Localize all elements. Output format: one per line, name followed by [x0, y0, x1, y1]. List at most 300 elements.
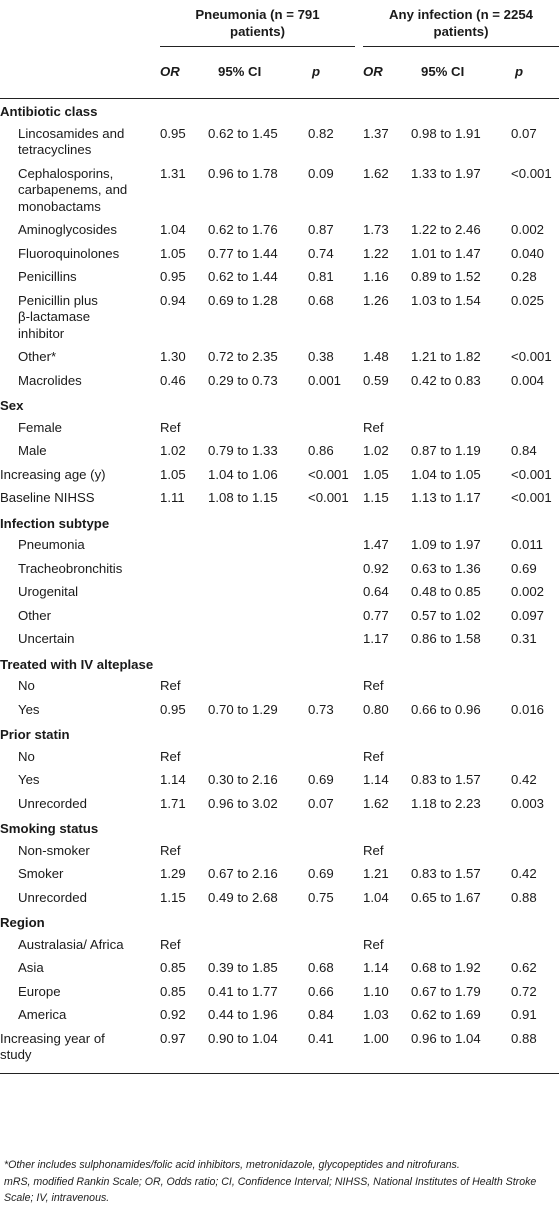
row-label-line: Unrecorded	[18, 889, 87, 905]
any-infection-or-cell: 1.62	[363, 165, 389, 181]
any-infection-ci-cell: 0.89 to 1.52	[411, 269, 481, 284]
row-label	[0, 772, 160, 796]
row-label	[0, 561, 160, 585]
table-row	[0, 890, 559, 914]
pneumonia-p-cell	[304, 584, 363, 608]
table-row	[0, 537, 559, 561]
row-label	[0, 443, 160, 467]
row-label	[0, 1007, 160, 1031]
pneumonia-p-cell	[304, 608, 363, 632]
pneumonia-ci-cell	[204, 420, 304, 444]
pneumonia-p-cell: 0.69	[308, 772, 334, 787]
row-label-line: Male	[18, 443, 47, 458]
any-infection-ci-cell: 0.67 to 1.79	[411, 983, 481, 999]
header-column-row	[0, 64, 559, 99]
any-infection-ci-cell: 1.21 to 1.82	[411, 349, 481, 364]
any-infection-p-cell: 0.004	[511, 372, 545, 388]
row-label	[0, 866, 160, 890]
any-infection-or-cell: 1.17	[363, 631, 389, 646]
pneumonia-ci-cell: 1.08 to 1.15	[208, 490, 278, 505]
any-infection-or-cell: 1.62	[363, 795, 389, 811]
any-infection-p-cell: <0.001	[511, 466, 552, 482]
any-infection-ci-cell	[407, 749, 507, 773]
any-infection-or-cell: 1.21	[363, 866, 389, 881]
any-infection-p-header: p	[507, 64, 559, 99]
any-infection-or-cell: 0.59	[363, 372, 389, 388]
any-infection-p-cell	[507, 937, 559, 961]
any-infection-ci-cell: 0.57 to 1.02	[411, 607, 481, 623]
pneumonia-p-cell: 0.38	[308, 349, 334, 364]
pneumonia-or-cell: 0.85	[160, 983, 186, 999]
pneumonia-p-cell: 0.86	[308, 443, 334, 458]
footnote-abbreviations: mRS, modified Rankin Scale; OR, Odds ratio; CI, Confidence Interval; NIHSS, National Institutes of Health Stroke Scale; IV, intravenous.	[4, 1175, 537, 1204]
row-label-line: Penicillin plus	[18, 292, 98, 308]
any-infection-p-cell: 0.88	[511, 889, 537, 905]
pneumonia-p-cell	[304, 537, 363, 561]
any-infection-or-cell: 1.37	[363, 125, 389, 141]
pneumonia-or-cell	[160, 537, 204, 561]
any-infection-ci-cell: 0.83 to 1.57	[411, 866, 481, 881]
any-infection-or-cell: 0.64	[363, 584, 389, 599]
any-infection-or-cell: 1.47	[363, 537, 389, 552]
pneumonia-p-cell: 0.74	[308, 245, 334, 261]
any-infection-p-cell: 0.025	[511, 292, 545, 308]
row-label	[0, 467, 160, 491]
pneumonia-or-cell: 0.46	[160, 372, 186, 388]
any-infection-or-cell: 1.22	[363, 245, 389, 261]
any-infection-ci-cell	[407, 937, 507, 961]
table-row	[0, 490, 559, 514]
table-row	[0, 293, 559, 350]
pneumonia-ci-cell	[204, 678, 304, 702]
any-infection-or-cell: 1.14	[363, 772, 389, 787]
any-infection-ci-cell: 1.13 to 1.17	[411, 490, 481, 505]
any-infection-or-cell: Ref	[363, 748, 384, 764]
pneumonia-p-cell	[304, 678, 363, 702]
any-infection-p-cell	[507, 678, 559, 702]
pneumonia-p-cell: 0.84	[308, 1007, 334, 1022]
pneumonia-ci-cell: 0.41 to 1.77	[208, 983, 278, 999]
pneumonia-or-cell: 1.04	[160, 222, 186, 237]
pneumonia-p-cell: 0.87	[308, 222, 334, 237]
row-label-line: America	[18, 1007, 67, 1022]
any-infection-p-cell: 0.002	[511, 222, 545, 237]
pneumonia-ci-cell: 0.72 to 2.35	[208, 349, 278, 364]
any-infection-or-cell: Ref	[363, 842, 384, 858]
pneumonia-p-cell	[304, 420, 363, 444]
pneumonia-ci-cell: 0.62 to 1.76	[208, 222, 278, 237]
pneumonia-p-cell: 0.82	[308, 125, 334, 141]
row-label-line: Smoker	[18, 866, 64, 881]
row-label-line: monobactams	[18, 198, 101, 214]
table-row	[0, 772, 559, 796]
row-label-line: Urogenital	[18, 584, 79, 599]
any-infection-p-cell: 0.42	[511, 866, 537, 881]
table-row	[0, 166, 559, 223]
any-infection-or-cell: 0.80	[363, 701, 389, 717]
row-label	[0, 349, 160, 373]
row-label	[0, 269, 160, 293]
any-infection-or-cell: 1.02	[363, 443, 389, 458]
pneumonia-ci-cell: 0.62 to 1.45	[208, 125, 278, 141]
any-infection-or-cell: 1.73	[363, 222, 389, 237]
row-label-line: Tracheobronchitis	[18, 560, 123, 576]
pneumonia-ci-cell: 0.49 to 2.68	[208, 889, 278, 905]
row-label-line: Uncertain	[18, 631, 75, 646]
row-label	[0, 222, 160, 246]
row-label-line: Other	[18, 607, 51, 623]
pneumonia-or-cell: 0.92	[160, 1007, 186, 1022]
pneumonia-ci-cell	[204, 537, 304, 561]
section-row	[0, 102, 559, 126]
pneumonia-ci-header: 95% CI	[204, 64, 304, 99]
row-label	[0, 490, 160, 514]
table-row	[0, 420, 559, 444]
section-label: Antibiotic class	[0, 104, 98, 119]
row-label-line: Increasing age (y)	[0, 466, 106, 482]
row-label	[0, 631, 160, 655]
any-infection-or-cell: 1.05	[363, 466, 389, 482]
pneumonia-p-header: p	[304, 64, 363, 99]
pneumonia-or-cell: 0.95	[160, 125, 186, 141]
any-infection-ci-cell: 0.48 to 0.85	[411, 584, 481, 599]
pneumonia-p-cell: 0.09	[308, 165, 334, 181]
any-infection-or-cell: 1.03	[363, 1007, 389, 1022]
row-label	[0, 126, 160, 166]
any-infection-p-cell	[507, 843, 559, 867]
any-infection-ci-cell: 1.18 to 2.23	[411, 795, 481, 811]
any-infection-p-cell: 0.42	[511, 772, 537, 787]
table-row	[0, 373, 559, 397]
pneumonia-or-cell	[160, 561, 204, 585]
row-label	[0, 246, 160, 270]
row-label	[0, 749, 160, 773]
any-infection-or-cell: 1.48	[363, 349, 389, 364]
pneumonia-or-cell: Ref	[160, 936, 181, 952]
pneumonia-or-cell: 1.30	[160, 349, 186, 364]
row-label	[0, 373, 160, 397]
any-infection-p-cell: 0.91	[511, 1007, 537, 1022]
pneumonia-p-cell: <0.001	[308, 490, 349, 505]
any-infection-p-cell: 0.88	[511, 1030, 537, 1046]
pneumonia-ci-cell	[204, 843, 304, 867]
pneumonia-ci-cell: 0.96 to 3.02	[208, 795, 278, 811]
pneumonia-ci-cell: 0.96 to 1.78	[208, 165, 278, 181]
any-infection-or-cell: 1.04	[363, 889, 389, 905]
pneumonia-p-cell: 0.001	[308, 372, 342, 388]
row-label	[0, 420, 160, 444]
any-infection-p-cell: <0.001	[511, 349, 552, 364]
header-group-row	[0, 6, 559, 64]
row-label-line: Pneumonia	[18, 537, 85, 552]
pneumonia-or-cell: 0.97	[160, 1030, 186, 1046]
pneumonia-or-cell: Ref	[160, 678, 181, 693]
any-infection-ci-cell	[407, 843, 507, 867]
any-infection-or-cell: 0.92	[363, 560, 389, 576]
section-row	[0, 819, 559, 843]
any-infection-ci-cell: 0.96 to 1.04	[411, 1030, 481, 1046]
any-infection-ci-cell: 1.03 to 1.54	[411, 292, 481, 308]
pneumonia-p-cell	[304, 843, 363, 867]
row-label-line: Yes	[18, 701, 40, 717]
pneumonia-or-cell: 0.85	[160, 960, 186, 975]
pneumonia-or-cell: Ref	[160, 748, 181, 764]
pneumonia-or-cell: 1.15	[160, 889, 186, 905]
pneumonia-p-cell: 0.73	[308, 701, 334, 717]
row-label	[0, 537, 160, 561]
table-row	[0, 584, 559, 608]
section-row	[0, 913, 559, 937]
any-infection-p-cell: 0.040	[511, 245, 545, 261]
pneumonia-ci-cell	[204, 561, 304, 585]
table-row	[0, 749, 559, 773]
pneumonia-ci-cell	[204, 584, 304, 608]
row-label-line: Baseline NIHSS	[0, 490, 95, 505]
row-label-line: Australasia/ Africa	[18, 936, 124, 952]
row-label-line: Penicillins	[18, 269, 77, 284]
any-infection-p-cell: 0.07	[511, 125, 537, 141]
row-label-line: Yes	[18, 772, 40, 787]
any-infection-ci-cell: 1.22 to 2.46	[411, 222, 481, 237]
row-label	[0, 678, 160, 702]
table-row	[0, 866, 559, 890]
row-label-line: β-lactamase	[18, 309, 91, 324]
pneumonia-or-cell: 0.95	[160, 269, 186, 284]
table-row	[0, 843, 559, 867]
pneumonia-ci-cell: 0.69 to 1.28	[208, 292, 278, 308]
any-infection-or-cell: 1.14	[363, 960, 389, 975]
row-label-line: No	[18, 748, 35, 764]
pneumonia-or-cell: 1.05	[160, 245, 186, 261]
pneumonia-p-cell: 0.68	[308, 292, 334, 308]
pneumonia-ci-cell: 0.62 to 1.44	[208, 269, 278, 284]
pneumonia-or-cell: 1.14	[160, 772, 186, 787]
pneumonia-header-line1: Pneumonia (n = 791	[195, 7, 320, 22]
pneumonia-p-cell: <0.001	[308, 466, 349, 482]
table-row	[0, 608, 559, 632]
pneumonia-or-cell: 1.05	[160, 466, 186, 482]
any-infection-p-cell: 0.31	[511, 631, 537, 646]
any-infection-ci-cell: 0.68 to 1.92	[411, 960, 481, 975]
row-label	[0, 293, 160, 350]
pneumonia-or-cell: 0.95	[160, 701, 186, 717]
section-label: Region	[0, 915, 45, 930]
pneumonia-p-cell: 0.07	[308, 795, 334, 811]
any-infection-p-cell: 0.28	[511, 269, 537, 284]
any-infection-p-cell: 0.62	[511, 960, 537, 975]
pneumonia-ci-cell: 1.04 to 1.06	[208, 466, 278, 482]
row-label	[0, 843, 160, 867]
any-infection-p-cell: 0.011	[511, 537, 544, 552]
any-infection-ci-header: 95% CI	[407, 64, 507, 99]
section-label: Smoking status	[0, 821, 99, 836]
section-label: Infection subtype	[0, 515, 110, 531]
row-label-line: Aminoglycosides	[18, 222, 117, 237]
row-label-line: Cephalosporins,	[18, 165, 114, 181]
table-row	[0, 246, 559, 270]
row-label	[0, 702, 160, 726]
pneumonia-or-cell	[160, 608, 204, 632]
table-row	[0, 443, 559, 467]
any-infection-or-cell: Ref	[363, 936, 384, 952]
pneumonia-ci-cell	[204, 631, 304, 655]
row-label-line: Non-smoker	[18, 842, 90, 858]
pneumonia-p-cell	[304, 561, 363, 585]
section-label: Prior statin	[0, 727, 70, 742]
row-label	[0, 984, 160, 1008]
pneumonia-or-cell: 1.02	[160, 443, 186, 458]
pneumonia-ci-cell	[204, 937, 304, 961]
table-row	[0, 631, 559, 655]
pneumonia-p-cell: 0.68	[308, 960, 334, 975]
any-infection-or-cell: Ref	[363, 419, 384, 435]
any-infection-ci-cell: 0.66 to 0.96	[411, 701, 481, 717]
pneumonia-ci-cell	[204, 749, 304, 773]
pneumonia-ci-cell: 0.29 to 0.73	[208, 372, 278, 388]
row-label-line: No	[18, 678, 35, 693]
pneumonia-or-cell: 1.29	[160, 866, 186, 881]
any-infection-ci-cell: 0.62 to 1.69	[411, 1007, 481, 1022]
table-row	[0, 1007, 559, 1031]
any-infection-p-cell: 0.69	[511, 560, 537, 576]
pneumonia-or-cell: 0.94	[160, 292, 186, 308]
pneumonia-ci-cell	[204, 608, 304, 632]
row-label-line: Female	[18, 419, 62, 435]
pneumonia-or-cell: Ref	[160, 842, 181, 858]
table-row	[0, 702, 559, 726]
any-infection-ci-cell	[407, 420, 507, 444]
any-infection-ci-cell: 0.87 to 1.19	[411, 443, 481, 458]
row-label-line: Fluoroquinolones	[18, 245, 120, 261]
pneumonia-p-cell: 0.69	[308, 866, 334, 881]
row-label-line: Unrecorded	[18, 795, 87, 811]
row-label-line: Europe	[18, 983, 61, 999]
any-infection-ci-cell: 0.86 to 1.58	[411, 631, 481, 646]
any-infection-ci-cell: 0.83 to 1.57	[411, 772, 481, 787]
row-label	[0, 937, 160, 961]
any-infection-ci-cell: 0.65 to 1.67	[411, 889, 481, 905]
row-label	[0, 960, 160, 984]
any-infection-or-cell: 0.77	[363, 607, 389, 623]
any-infection-p-cell: 0.72	[511, 983, 537, 999]
row-label	[0, 584, 160, 608]
pneumonia-or-cell	[160, 584, 204, 608]
pneumonia-p-cell	[304, 749, 363, 773]
row-label	[0, 796, 160, 820]
table-row	[0, 937, 559, 961]
any-infection-ci-cell: 1.01 to 1.47	[411, 245, 481, 261]
any-infection-or-cell: 1.00	[363, 1030, 389, 1046]
row-label-line: Other*	[18, 349, 57, 364]
pneumonia-ci-cell: 0.44 to 1.96	[208, 1007, 278, 1022]
pneumonia-ci-cell: 0.70 to 1.29	[208, 701, 278, 717]
any-infection-or-cell: 1.15	[363, 490, 389, 505]
pneumonia-or-header: OR	[160, 64, 204, 99]
table-row	[0, 678, 559, 702]
row-label-line: study	[0, 1047, 32, 1062]
pneumonia-ci-cell: 0.39 to 1.85	[208, 960, 278, 975]
pneumonia-or-cell: 1.31	[160, 165, 186, 181]
pneumonia-or-cell: 1.71	[160, 795, 186, 811]
any-infection-p-cell	[507, 749, 559, 773]
pneumonia-or-cell: Ref	[160, 419, 181, 435]
pneumonia-ci-cell: 0.79 to 1.33	[208, 443, 278, 458]
pneumonia-or-cell: 1.11	[160, 490, 185, 505]
row-label-line: tetracyclines	[18, 142, 92, 157]
table-row	[0, 349, 559, 373]
any-infection-p-cell: 0.097	[511, 607, 545, 623]
pneumonia-ci-cell: 0.67 to 2.16	[208, 866, 278, 881]
footnote-other: *Other includes sulphonamides/folic acid inhibitors, metronidazole, glycopeptides and nitrofurans.	[4, 1159, 460, 1171]
section-row	[0, 655, 559, 679]
any-infection-ci-cell: 0.63 to 1.36	[411, 560, 481, 576]
pneumonia-p-cell	[304, 631, 363, 655]
any-infection-ci-cell: 1.04 to 1.05	[411, 466, 481, 482]
table-row	[0, 1031, 559, 1071]
section-row	[0, 396, 559, 420]
row-label	[0, 608, 160, 632]
pneumonia-p-cell: 0.75	[308, 889, 334, 905]
any-infection-or-cell: 1.26	[363, 292, 389, 308]
section-row	[0, 725, 559, 749]
pneumonia-p-cell: 0.81	[308, 269, 334, 284]
any-infection-or-cell: 1.16	[363, 269, 389, 284]
table-row	[0, 984, 559, 1008]
any-infection-p-cell: 0.003	[511, 795, 545, 811]
pneumonia-ci-cell: 0.77 to 1.44	[208, 245, 278, 261]
pneumonia-ci-cell: 0.30 to 2.16	[208, 772, 278, 787]
pneumonia-p-cell: 0.66	[308, 983, 334, 999]
any-infection-or-cell: 1.10	[363, 983, 389, 999]
table-row	[0, 467, 559, 491]
pneumonia-ci-cell: 0.90 to 1.04	[208, 1030, 278, 1046]
any-infection-or-header: OR	[363, 64, 407, 99]
table-row	[0, 796, 559, 820]
any-infection-p-cell: 0.84	[511, 443, 537, 458]
any-infection-header-line1: Any infection (n = 2254	[389, 7, 534, 22]
pneumonia-header-line2: patients)	[230, 24, 285, 39]
section-row	[0, 514, 559, 538]
any-infection-p-cell: 0.016	[511, 701, 545, 717]
table-row	[0, 561, 559, 585]
results-table	[0, 6, 559, 1074]
any-infection-header-line2: patients)	[433, 24, 489, 39]
table-footnotes	[4, 1157, 556, 1207]
section-label: Sex	[0, 398, 24, 413]
row-label-line: Asia	[18, 960, 44, 975]
table-row	[0, 269, 559, 293]
any-infection-ci-cell: 1.09 to 1.97	[411, 537, 481, 552]
pneumonia-p-cell	[304, 937, 363, 961]
section-label: Treated with IV alteplase	[0, 656, 154, 672]
pneumonia-group-header	[160, 6, 363, 64]
any-infection-ci-cell: 0.98 to 1.91	[411, 125, 481, 141]
row-label	[0, 890, 160, 914]
table-row	[0, 960, 559, 984]
table-row	[0, 126, 559, 166]
any-infection-group-header	[363, 6, 559, 64]
row-label-line: Macrolides	[18, 372, 82, 388]
any-infection-ci-cell	[407, 678, 507, 702]
any-infection-or-cell: Ref	[363, 678, 384, 693]
row-label-line: Lincosamides and	[18, 125, 125, 141]
row-label-line: inhibitor	[18, 325, 65, 341]
any-infection-p-cell: <0.001	[511, 165, 552, 181]
any-infection-p-cell: <0.001	[511, 490, 552, 505]
any-infection-p-cell: 0.002	[511, 584, 545, 599]
row-label-line: carbapenems, and	[18, 182, 128, 197]
any-infection-ci-cell: 1.33 to 1.97	[411, 165, 481, 181]
